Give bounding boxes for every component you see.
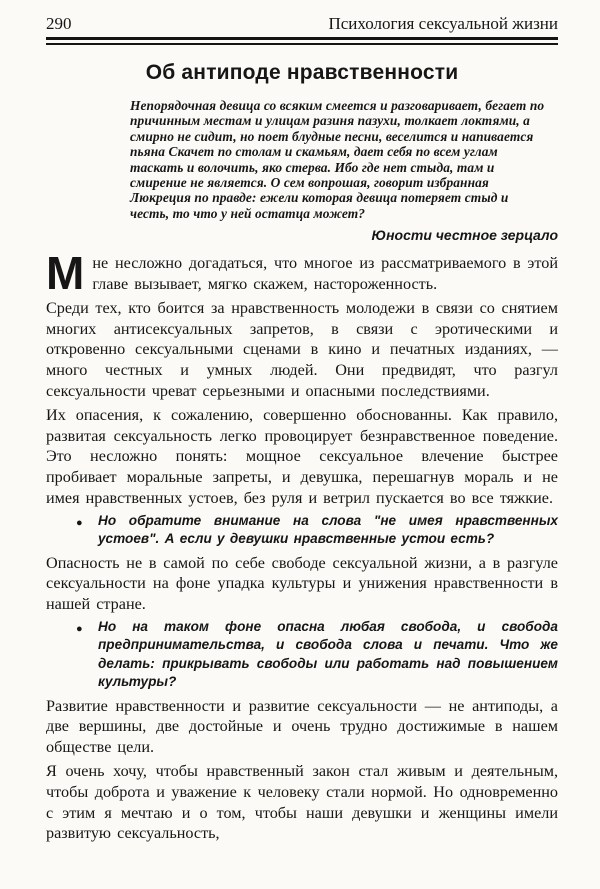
chapter-title: Об антиподе нравственности [145, 61, 459, 84]
body-text [46, 247, 558, 844]
bullet-note [46, 618, 558, 692]
paragraph-dropcap [46, 247, 558, 300]
dropcap-letter: М [46, 247, 85, 300]
epigraph-text: Непорядочная девица со всяким смеется и разговаривает, бегает по причинным местам и улицам разиня пазухи, толкает локтями, а смирно не сидит, но поет блудные песни, веселится и напивается пьяна Скачет по столам и скамьям, дает себя по всем углам таскать и волочить, яко стерва. Ибо где нет стыда, там и смирение не является. О сем вопрошая, говорит избранная Люкреция по правде: ежели которая девица потеряет стыд и честь, то что у ней остатца может? [130, 98, 545, 221]
epigraph [130, 98, 558, 243]
bullet-icon: ● [76, 623, 83, 636]
epigraph-attribution: Юности честное зерцало [371, 227, 558, 244]
paragraph-text: не несложно догадаться, что многое из рассматриваемого в этой главе вызывает, мягко скажем, настороженность. [92, 254, 558, 294]
bullet-icon: ● [76, 516, 83, 529]
bullet-text: Но обратите внимание на слова "не имея нравственных устоев". А если у девушки нравственные устои есть? [98, 512, 558, 547]
paragraph: Среди тех, кто боится за нравственность молодежи в связи со снятием многих антисексуальных запретов, в связи с эротическими и откровенно сексуальными сценами в кино и печатных изданиях, — много честных и умных людей. Они предвидят, что разгул сексуальности чреват серьезными и опасными последствиями. [46, 298, 558, 401]
paragraph: Их опасения, к сожалению, совершенно обоснованны. Как правило, развитая сексуальность легко провоцирует безнравственное поведение. Это несложно понять: мощное сексуальное влечение быстрее пробивает моральные запреты, и девушка, перешагнув мораль и не имея нравственных устоев, без руля и ветрил пускается во все тяжкие. [46, 405, 558, 508]
bullet-text: Но на таком фоне опасна любая свобода, и свобода предпринимательства, и свобода слова и печати. Что же делать: прикрывать свободы или работать над повышением культуры? [98, 619, 558, 690]
running-head: Психология сексуальной жизни [328, 14, 558, 33]
page-number: 290 [46, 14, 72, 33]
header-rule [46, 37, 558, 45]
paragraph: Развитие нравственности и развитие сексуальности — не антиподы, а две вершины, две достойные и очень трудно достижимые в нашем обществе цели. [46, 696, 558, 757]
paragraph: Опасность не в самой по себе свободе сексуальной жизни, а в разгуле сексуальности на фоне упадка культуры и унижения нравственности в нашей стране. [46, 553, 558, 614]
page-header [46, 14, 558, 34]
bullet-note [46, 512, 558, 549]
paragraph: Я очень хочу, чтобы нравственный закон стал живым и деятельным, чтобы доброта и уважение к человеку стали нормой. Но одновременно с этим я мечтаю и о том, чтобы наши девушки и женщины имели развитую сексуальность, [46, 762, 558, 843]
